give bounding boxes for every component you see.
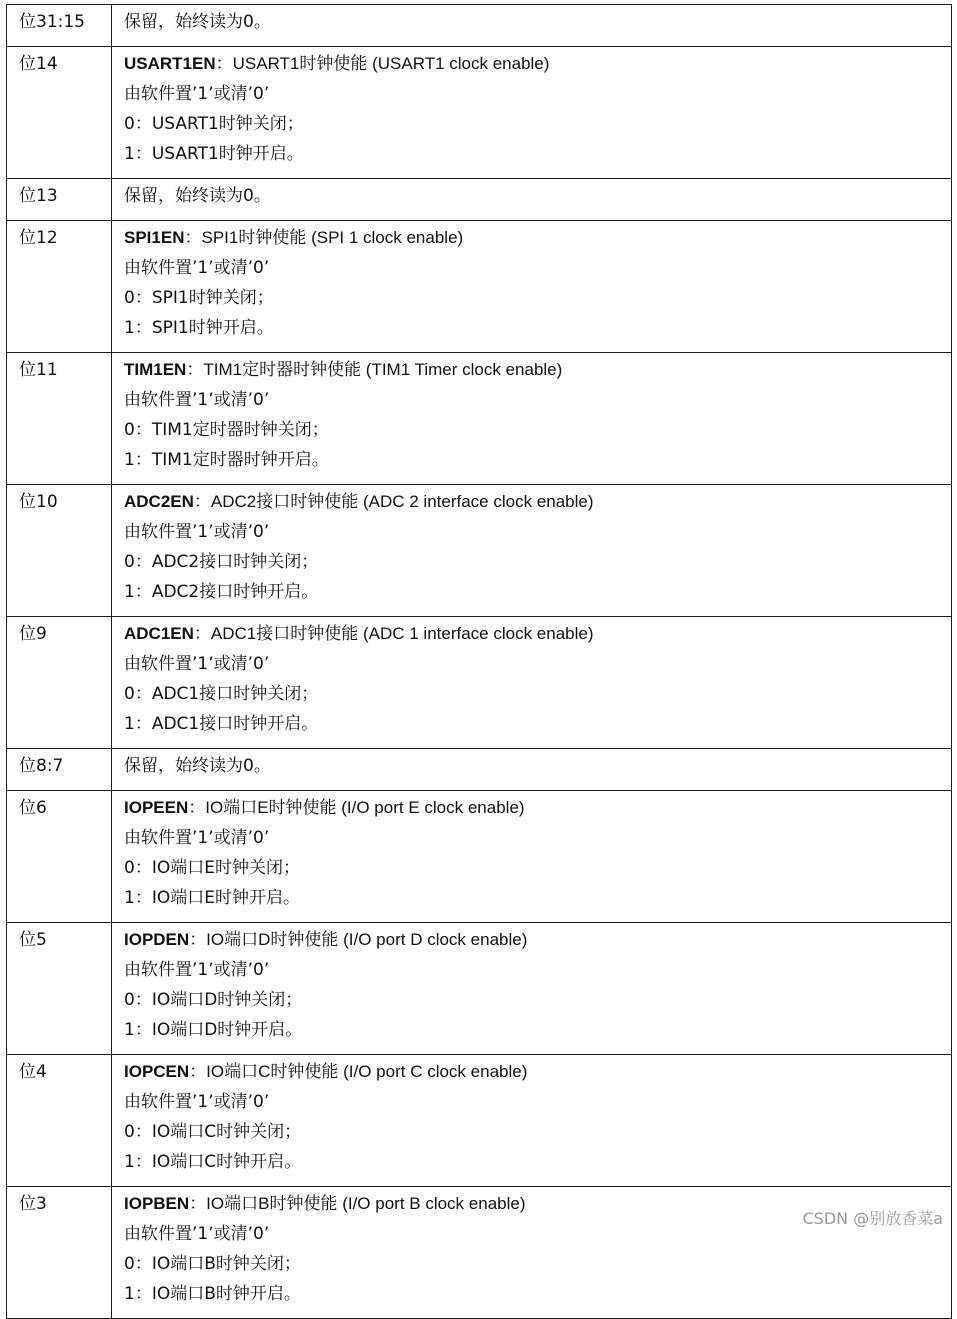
description-line: 由软件置’1’或清’0’ [124, 654, 270, 674]
field-heading [124, 797, 951, 827]
description-line: 1：USART1时钟开启。 [124, 144, 304, 164]
field-title: ：SPI1时钟使能 (SPI 1 clock enable) [184, 228, 464, 247]
field-name: IOPEEN [124, 798, 189, 817]
field-title: ：IO端口C时钟使能 (I/O port C clock enable) [189, 1062, 528, 1081]
field-title: ：ADC1接口时钟使能 (ADC 1 interface clock enable) [193, 624, 594, 643]
description-line: 1：TIM1定时器时钟开启。 [124, 450, 329, 470]
table-row [7, 617, 952, 749]
field-title: ：USART1时钟使能 (USART1 clock enable) [215, 54, 550, 73]
description-line: 1：ADC2接口时钟开启。 [124, 582, 319, 602]
bit-position: 位9 [7, 617, 112, 749]
description-line: 0：USART1时钟关闭； [124, 114, 304, 134]
bit-position: 位14 [7, 47, 112, 179]
bit-position: 位5 [7, 923, 112, 1055]
description-line: 1：IO端口E时钟开启。 [124, 888, 300, 908]
bit-position: 位10 [7, 485, 112, 617]
description-line: 由软件置’1’或清’0’ [124, 522, 270, 542]
register-bit-table [6, 4, 952, 1319]
bit-position: 位12 [7, 221, 112, 353]
field-name: ADC2EN [124, 492, 194, 511]
field-heading [124, 227, 951, 257]
field-title: ：TIM1定时器时钟使能 (TIM1 Timer clock enable) [186, 360, 563, 379]
bit-position: 位11 [7, 353, 112, 485]
bit-description [112, 353, 952, 485]
field-title: ：ADC2接口时钟使能 (ADC 2 interface clock enable) [193, 492, 594, 511]
description-line: 1：ADC1接口时钟开启。 [124, 714, 319, 734]
description-line: 1：IO端口D时钟开启。 [124, 1020, 303, 1040]
description-line: 由软件置’1’或清’0’ [124, 1224, 270, 1244]
description-line: 由软件置’1’或清’0’ [124, 390, 270, 410]
field-title: ：IO端口E时钟使能 (I/O port E clock enable) [188, 798, 525, 817]
bit-position: 位3 [7, 1187, 112, 1319]
table-row [7, 179, 952, 221]
description-line: 0：ADC1接口时钟关闭； [124, 684, 319, 704]
table-row [7, 5, 952, 47]
description-line: 1：IO端口C时钟开启。 [124, 1152, 302, 1172]
field-heading [124, 491, 951, 521]
field-heading [124, 623, 951, 653]
bit-position: 位13 [7, 179, 112, 221]
bit-description [112, 221, 952, 353]
description-line: 保留，始终读为0。 [124, 756, 271, 776]
bit-description [112, 1055, 952, 1187]
table-row [7, 749, 952, 791]
bit-description [112, 749, 952, 791]
field-heading [124, 929, 951, 959]
description-line: 0：IO端口C时钟关闭； [124, 1122, 302, 1142]
bit-position: 位4 [7, 1055, 112, 1187]
field-name: SPI1EN [124, 228, 185, 247]
description-line: 0：ADC2接口时钟关闭； [124, 552, 319, 572]
description-line: 由软件置’1’或清’0’ [124, 960, 270, 980]
table-row [7, 47, 952, 179]
field-heading [124, 53, 951, 83]
field-name: IOPCEN [124, 1062, 190, 1081]
description-line: 1：IO端口B时钟开启。 [124, 1284, 301, 1304]
description-line: 由软件置’1’或清’0’ [124, 258, 270, 278]
table-row [7, 221, 952, 353]
description-line: 0：IO端口B时钟关闭； [124, 1254, 301, 1274]
description-line: 由软件置’1’或清’0’ [124, 828, 270, 848]
csdn-watermark: CSDN @别放香菜a [802, 1209, 943, 1228]
bit-description [112, 179, 952, 221]
description-line: 0：IO端口D时钟关闭； [124, 990, 303, 1010]
bit-position: 位6 [7, 791, 112, 923]
field-name: IOPBEN [124, 1194, 190, 1213]
bit-description [112, 47, 952, 179]
bit-position: 位8:7 [7, 749, 112, 791]
description-line: 1：SPI1时钟开启。 [124, 318, 274, 338]
field-name: ADC1EN [124, 624, 194, 643]
table-row [7, 353, 952, 485]
field-heading [124, 1061, 951, 1091]
field-name: IOPDEN [124, 930, 190, 949]
description-line: 保留，始终读为0。 [124, 12, 271, 32]
field-heading [124, 359, 951, 389]
bit-description [112, 485, 952, 617]
description-line: 保留，始终读为0。 [124, 186, 271, 206]
field-name: TIM1EN [124, 360, 187, 379]
field-title: ：IO端口B时钟使能 (I/O port B clock enable) [189, 1194, 526, 1213]
register-bit-rows [7, 5, 952, 1319]
field-title: ：IO端口D时钟使能 (I/O port D clock enable) [189, 930, 528, 949]
bit-position: 位31:15 [7, 5, 112, 47]
description-line: 0：SPI1时钟关闭； [124, 288, 274, 308]
table-row [7, 485, 952, 617]
description-line: 由软件置’1’或清’0’ [124, 1092, 270, 1112]
description-line: 由软件置’1’或清’0’ [124, 84, 270, 104]
bit-description [112, 791, 952, 923]
bit-description [112, 923, 952, 1055]
description-line: 0：IO端口E时钟关闭； [124, 858, 300, 878]
bit-description [112, 5, 952, 47]
description-line: 0：TIM1定时器时钟关闭； [124, 420, 329, 440]
table-row [7, 923, 952, 1055]
table-row [7, 791, 952, 923]
table-row [7, 1055, 952, 1187]
bit-description [112, 617, 952, 749]
field-name: USART1EN [124, 54, 216, 73]
